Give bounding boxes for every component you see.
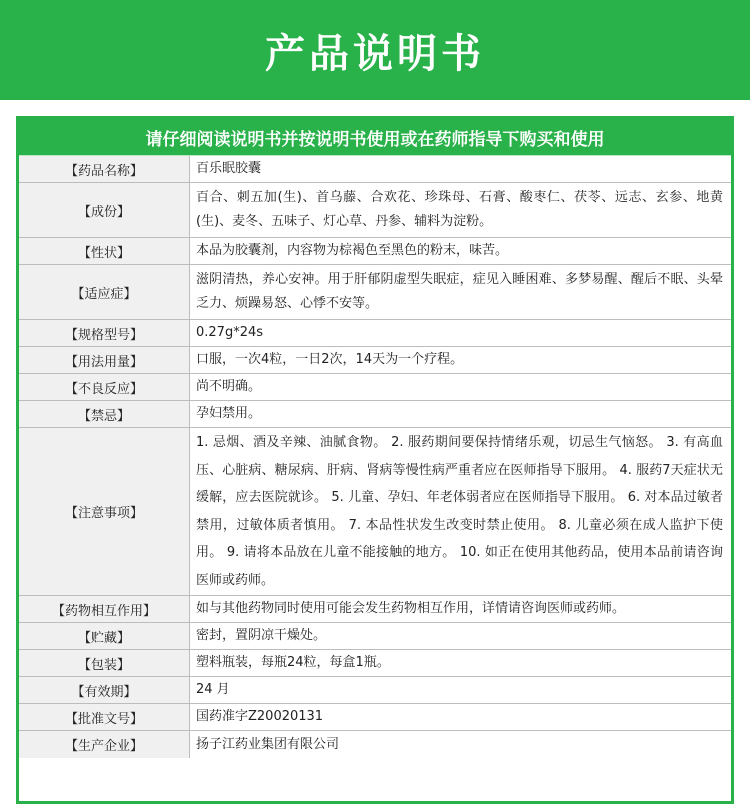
row-label: 【不良反应】 bbox=[19, 374, 190, 400]
row-precautions bbox=[19, 428, 731, 596]
row-drug-name bbox=[19, 156, 731, 183]
row-label: 【药物相互作用】 bbox=[19, 596, 190, 622]
row-label: 【注意事项】 bbox=[19, 428, 190, 595]
row-manufacturer bbox=[19, 731, 731, 758]
row-label: 【包装】 bbox=[19, 650, 190, 676]
row-value: 密封，置阴凉干燥处。 bbox=[196, 628, 327, 643]
row-packaging bbox=[19, 650, 731, 677]
row-appearance bbox=[19, 238, 731, 265]
row-label: 【规格型号】 bbox=[19, 320, 190, 346]
row-value: 如与其他药物同时使用可能会发生药物相互作用，详情请咨询医师或药师。 bbox=[196, 601, 626, 616]
row-value: 塑料瓶装，每瓶24粒，每盒1瓶。 bbox=[196, 655, 390, 670]
row-label: 【生产企业】 bbox=[19, 731, 190, 758]
usage-notice: 请仔细阅读说明书并按说明书使用或在药师指导下购买和使用 bbox=[19, 119, 731, 156]
row-value: 1. 忌烟、酒及辛辣、油腻食物。 2. 服药期间要保持情绪乐观，切忌生气恼怒。 3. 有高血压、心脏病、糖尿病、肝病、肾病等慢性病严重者应在医师指导下服用。 4. 服药7天症状无缓解，应去医院就诊。 5. 儿童、孕妇、年老体弱者应在医师指导下服用。 6. 对本品过敏者禁用，过敏体质者慎用。 7. 本品性状发生改变时禁止使用。 8. 儿童必须在成人监护下使用。 9. 请将本品放在儿童不能接触的地方。 10. 如正在使用其他药品，使用本品前请咨询医师或药师。 bbox=[196, 435, 723, 588]
row-indications bbox=[19, 265, 731, 320]
row-approval-number bbox=[19, 704, 731, 731]
row-label: 【药品名称】 bbox=[19, 156, 190, 182]
row-shelf-life bbox=[19, 677, 731, 704]
title-banner bbox=[0, 0, 750, 100]
row-value: 百合、刺五加(生)、首乌藤、合欢花、珍珠母、石膏、酸枣仁、茯苓、远志、玄参、地黄(生)、麦冬、五味子、灯心草、丹参、辅料为淀粉。 bbox=[196, 190, 723, 229]
row-value: 24 月 bbox=[196, 682, 230, 697]
row-value: 百乐眠胶囊 bbox=[196, 161, 262, 176]
row-label: 【贮藏】 bbox=[19, 623, 190, 649]
row-specification bbox=[19, 320, 731, 347]
row-value: 孕妇禁用。 bbox=[196, 406, 262, 421]
row-adverse-reactions bbox=[19, 374, 731, 401]
row-label: 【用法用量】 bbox=[19, 347, 190, 373]
row-label: 【禁忌】 bbox=[19, 401, 190, 427]
row-drug-interactions bbox=[19, 596, 731, 623]
instructions-table-frame bbox=[16, 116, 734, 804]
row-contraindications bbox=[19, 401, 731, 428]
row-label: 【性状】 bbox=[19, 238, 190, 264]
row-label: 【适应症】 bbox=[19, 265, 190, 319]
row-value: 扬子江药业集团有限公司 bbox=[196, 736, 340, 752]
row-value: 本品为胶囊剂，内容物为棕褐色至黑色的粉末，味苦。 bbox=[196, 243, 509, 258]
row-dosage bbox=[19, 347, 731, 374]
row-value: 尚不明确。 bbox=[196, 379, 262, 394]
instructions-table bbox=[19, 156, 731, 758]
row-label: 【成份】 bbox=[19, 183, 190, 237]
row-value: 国药准字Z20020131 bbox=[196, 709, 324, 724]
row-value: 滋阴清热，养心安神。用于肝郁阴虚型失眠症，症见入睡困难、多梦易醒、醒后不眠、头晕乏力、烦躁易怒、心悸不安等。 bbox=[196, 272, 723, 311]
row-label: 【有效期】 bbox=[19, 677, 190, 703]
row-ingredients bbox=[19, 183, 731, 238]
row-value: 0.27g*24s bbox=[196, 325, 264, 340]
row-value: 口服，一次4粒，一日2次，14天为一个疗程。 bbox=[196, 352, 464, 367]
row-storage bbox=[19, 623, 731, 650]
page-title: 产品说明书 bbox=[265, 30, 485, 77]
row-label: 【批准文号】 bbox=[19, 704, 190, 730]
